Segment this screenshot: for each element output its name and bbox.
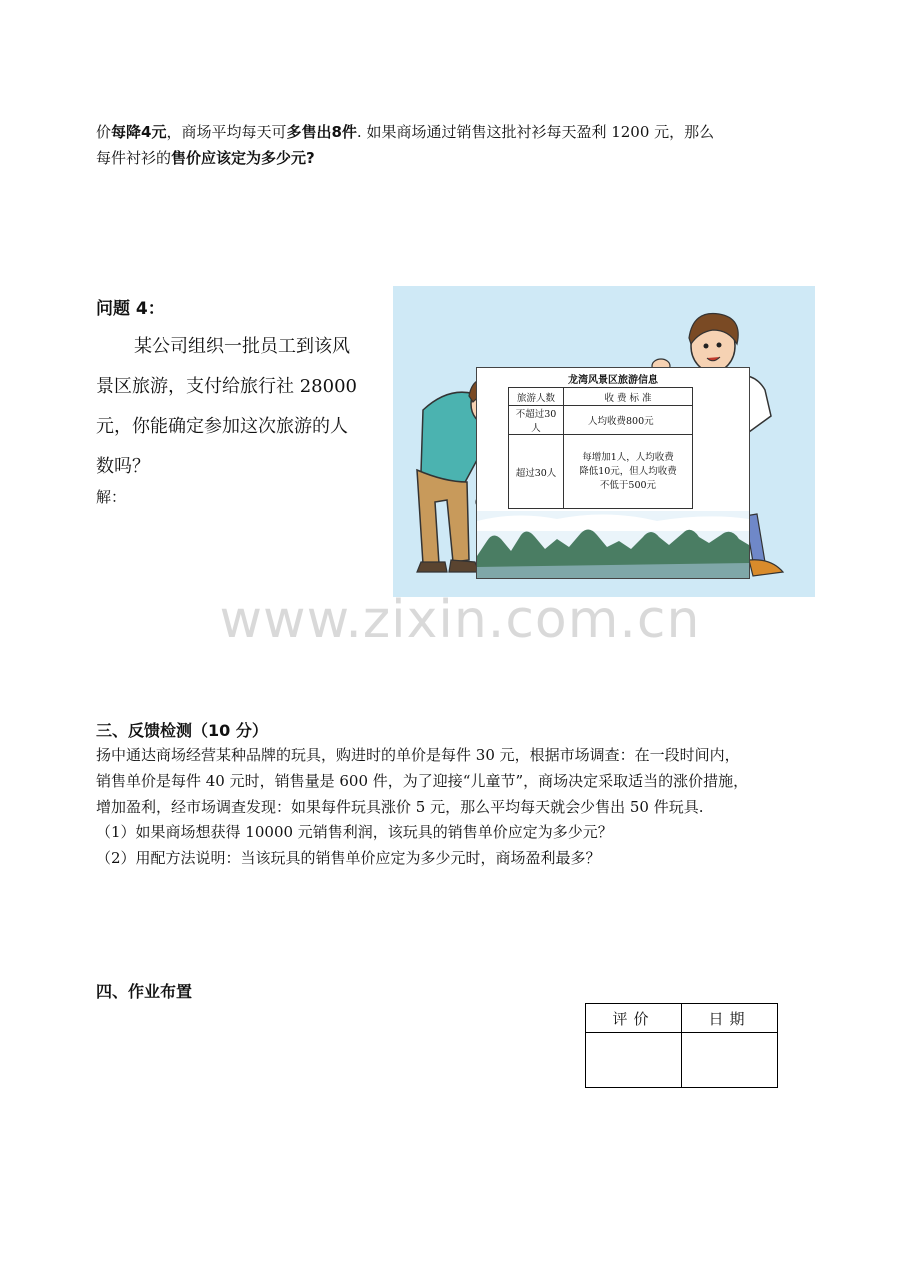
clouds <box>477 514 749 531</box>
watermark: www.zixin.com.cn <box>219 590 701 650</box>
question-4-line: 数吗？ <box>96 456 150 477</box>
intro-bold: 每降4元 <box>111 123 167 141</box>
fee-table-header: 收 费 标 准 <box>564 388 693 406</box>
intro-bold: 售价应该定为多少元? <box>171 149 315 167</box>
right-man-shoe <box>749 560 783 576</box>
section-4-title: 四、作业布置 <box>96 982 193 1001</box>
question-4-line: 元，你能确定参加这次旅游的人 <box>96 416 348 437</box>
question-4-line: 景区旅游，支付给旅行社 28000 <box>96 376 357 397</box>
intro-text: 价 <box>96 123 112 141</box>
evaluation-table <box>585 1003 778 1088</box>
fee-table-header: 旅游人数 <box>509 388 564 406</box>
fee-table-cell: 不超过30人 <box>509 406 564 435</box>
fee-table-cell: 人均收费800元 <box>564 406 693 435</box>
intro-bold: 多售出8件 <box>286 123 357 141</box>
intro-line-1 <box>96 119 714 145</box>
section-3-line: 销售单价是每件 40 元时，销售量是 600 件，为了迎接“儿童节”，商场决定采取适当的涨价措施， <box>96 772 749 790</box>
left-man-shoe <box>449 560 479 572</box>
fee-table-cell: 每增加1人，人均收费降低10元，但人均收费不低于500元 <box>564 435 693 509</box>
evaluation-header: 评价 <box>586 1004 682 1033</box>
section-3-question-1: （1）如果商场想获得 10000 元销售利润，该玩具的销售单价应定为多少元？ <box>96 823 613 841</box>
section-3-question-2: （2）用配方法说明：当该玩具的销售单价应定为多少元时，商场盈利最多？ <box>96 849 601 867</box>
right-man-eye <box>717 343 722 348</box>
date-header: 日期 <box>682 1004 778 1033</box>
board-title: 龙湾风景区旅游信息 <box>568 375 658 386</box>
question-4-line: 某公司组织一批员工到该风 <box>134 336 350 357</box>
section-3-line: 增加盈利，经市场调查发现：如果每件玩具涨价 5 元，那么平均每天就会少售出 50 件玩具. <box>96 798 704 816</box>
tour-info-board <box>476 367 750 579</box>
date-cell[interactable] <box>682 1033 778 1088</box>
intro-text: 每件衬衫的 <box>96 149 172 167</box>
answer-label: 解： <box>96 488 127 506</box>
section-3-line: 扬中通达商场经营某种品牌的玩具，购进时的单价是每件 30 元，根据市场调查：在一段时间内， <box>96 746 740 764</box>
left-man-shoe <box>417 562 447 572</box>
intro-text: ，商场平均每天可 <box>166 123 287 141</box>
left-man-pants <box>417 470 469 564</box>
fee-table-cell: 超过30人 <box>509 435 564 509</box>
intro-line-2 <box>96 145 315 171</box>
evaluation-cell[interactable] <box>586 1033 682 1088</box>
question-4-title: 问题 4： <box>96 299 165 319</box>
fee-table <box>508 387 693 509</box>
section-3-title: 三、反馈检测（10 分） <box>96 721 268 740</box>
karst-landscape <box>477 511 749 578</box>
right-man-eye <box>704 344 709 349</box>
intro-text: . 如果商场通过销售这批衬衫每天盈利 1200 元，那么 <box>356 123 715 141</box>
